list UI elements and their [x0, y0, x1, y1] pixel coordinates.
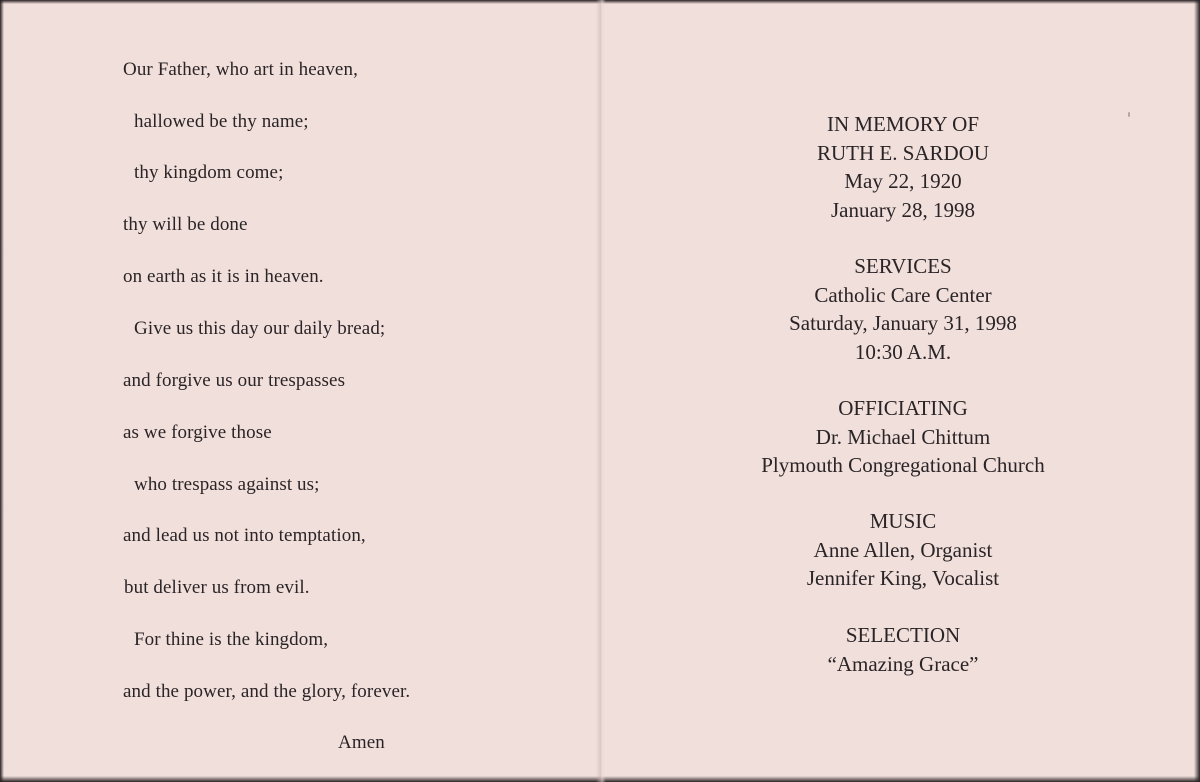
selection-section	[606, 621, 1200, 678]
music-section	[606, 507, 1200, 593]
service-details-page	[606, 0, 1200, 782]
officiating-heading: OFFICIATING	[838, 396, 968, 420]
deceased-name: RUTH E. SARDOU	[816, 140, 990, 165]
officiating-section	[606, 394, 1200, 480]
prayer-page	[0, 0, 596, 782]
vocalist-name: Jennifer King, Vocalist	[806, 566, 1000, 590]
services-place: Catholic Care Center	[814, 282, 992, 307]
services-heading: SERVICES	[854, 254, 952, 278]
memorial-section	[606, 110, 1200, 224]
prayer-line: and lead us not into temptation,	[123, 525, 366, 546]
organist-name: Anne Allen, Organist	[813, 537, 993, 562]
selection-heading: SELECTION	[845, 623, 961, 647]
prayer-amen: Amen	[338, 732, 385, 753]
officiant-church: Plymouth Congregational Church	[761, 453, 1045, 477]
birth-date: May 22, 1920	[844, 169, 962, 193]
services-time: 10:30 A.M.	[854, 339, 952, 364]
prayer-line: For thine is the kingdom,	[134, 629, 329, 650]
prayer-line: hallowed be thy name;	[134, 111, 309, 132]
prayer-line: who trespass against us;	[134, 474, 320, 495]
prayer-line: thy kingdom come;	[134, 162, 284, 183]
prayer-line: as we forgive those	[123, 422, 272, 443]
death-date: January 28, 1998	[830, 197, 976, 222]
prayer-line: thy will be done	[123, 214, 248, 235]
prayer-line: and the power, and the glory, forever.	[123, 681, 411, 702]
memorial-heading: IN MEMORY OF	[826, 112, 980, 136]
prayer-line: and forgive us our trespasses	[123, 370, 346, 391]
center-fold	[596, 0, 606, 782]
prayer-line: Give us this day our daily bread;	[134, 318, 386, 339]
services-section	[606, 252, 1200, 366]
prayer-line: but deliver us from evil.	[124, 577, 310, 598]
music-heading: MUSIC	[869, 509, 937, 533]
prayer-line: Our Father, who art in heaven,	[123, 59, 358, 80]
prayer-line: on earth as it is in heaven.	[123, 266, 324, 287]
services-date: Saturday, January 31, 1998	[789, 311, 1017, 335]
officiant-name: Dr. Michael Chittum	[815, 424, 991, 449]
selection-title: “Amazing Grace”	[827, 651, 979, 676]
